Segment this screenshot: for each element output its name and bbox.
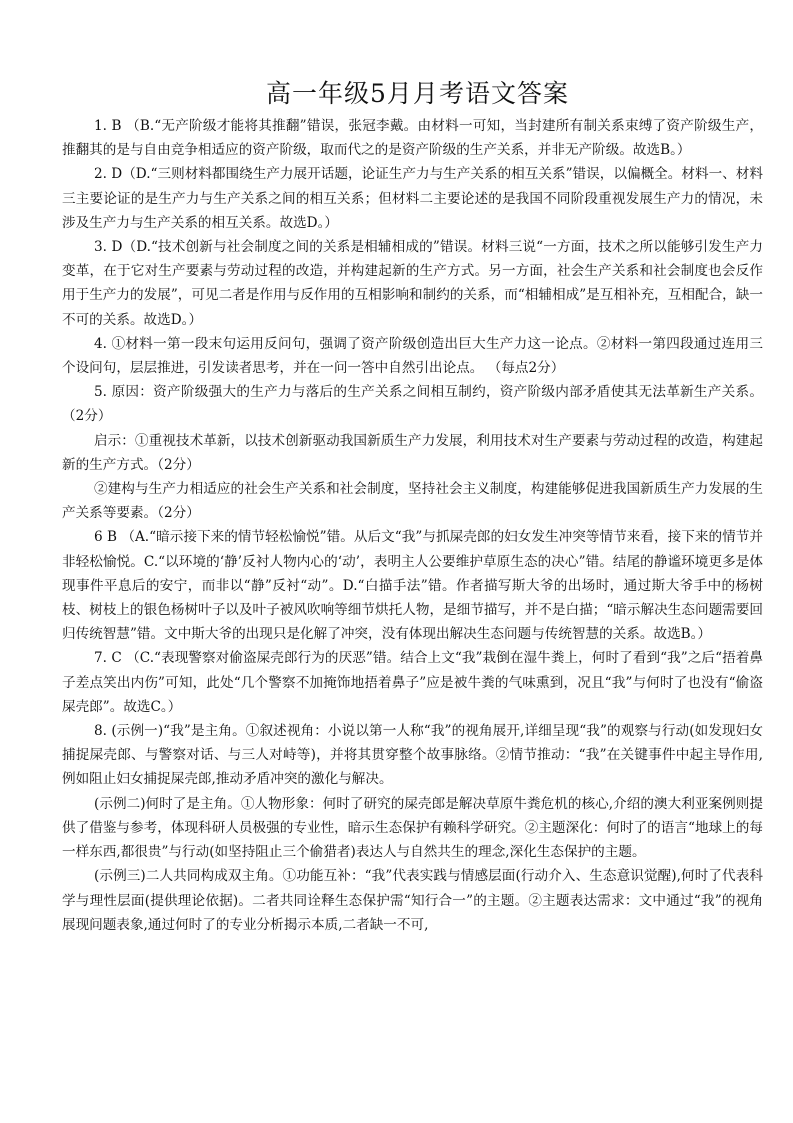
answer-8-example-3: (示例三)二人共同构成双主角。①功能互补：“我”代表实践与情感层面(行动介入、生态意识觉醒),何时了代表科学与理性层面(提供理论依据)。二者共同诠释生态保护需“知行合一”的主题。②主题表达需求：文中通过“我”的视角展现问题表象,通过何时了的专业分析揭示本质,二者缺一不可, — [62, 868, 763, 933]
page-title: 高一年级5月月考语文答案 — [266, 79, 569, 108]
answer-5-insight-1: 启示：①重视技术革新，以技术创新驱动我国新质生产力发展，利用技术对生产要素与劳动过程的改造，构建起新的生产方式。（2分） — [62, 432, 763, 473]
answer-1: 1. B （B.“无产阶级才能将其推翻”错误，张冠李戴。由材料一可知，当封建所有制关系束缚了资产阶级生产，推翻其的是与自由竞争相适应的资产阶级，取而代之的是资产阶级的生产关系，并非无产阶级。故选B。） — [62, 118, 763, 159]
answer-5-reason: 5. 原因：资产阶级强大的生产力与落后的生产关系之间相互制约，资产阶级内部矛盾使其无法革新生产关系。（2分） — [62, 384, 763, 425]
answer-5-insight-2: ②建构与生产力相适应的社会生产关系和社会制度，坚持社会主义制度，构建能够促进我国新质生产力发展的生产关系等要素。（2分） — [62, 481, 763, 522]
answer-2: 2. D（D.“三则材料都围绕生产力展开话题，论证生产力与生产关系的相互关系”错误，以偏概全。材料一、材料三主要论证的是生产力与生产关系之间的相互关系；但材料二主要论述的是我国不同阶段重视发展生产力的情况，未涉及生产力与生产关系的相互关系。故选D。） — [62, 166, 763, 231]
answer-7: 7. C （C.“表现警察对偷盗屎壳郎行为的厌恶”错。结合上文“我”栽倒在湿牛粪上，何时了看到“我”之后“捂着鼻子差点笑出内伤”可知，此处“几个警察不加掩饰地捂着鼻子”应是被牛粪的气味熏到，况且“我”与何时了也没有“偷盗屎壳郎”。故选C。） — [62, 650, 763, 715]
answer-8-example-1: 8. (示例一)“我”是主角。①叙述视角：小说以第一人称“我”的视角展开,详细呈现“我”的观察与行动(如发现妇女捕捉屎壳郎、与警察对话、与三人对峙等)，并将其贯穿整个故事脉络。②情节推动：“我”在关键事件中起主导作用,例如阻止妇女捕捉屎壳郎,推动矛盾冲突的激化与解决。 — [62, 723, 763, 788]
answer-8-example-2: (示例二)何时了是主角。①人物形象：何时了研究的屎壳郎是解决草原牛粪危机的核心,介绍的澳大利亚案例则提供了借鉴与参考，体现科研人员极强的专业性，暗示生态保护有赖科学研究。②主题深化：何时了的语言“地球上的每一样东西,都很贵”与行动(如坚持阻止三个偷猎者)表达人与自然共生的理念,深化生态保护的主题。 — [62, 795, 763, 861]
answer-6: 6 B （A.“暗示接下来的情节轻松愉悦”错。从后文“我”与抓屎壳郎的妇女发生冲突等情节来看，接下来的情节并非轻松愉悦。C.“以环境的‘静’反衬人物内心的‘动’，表明主人公要维护草原生态的决心”错。结尾的静谧环境更多是体现事件平息后的安宁，而非以“静”反衬“动”。D.“白描手法”错。作者描写斯大爷的出场时，通过斯大爷手中的杨树枝、树枝上的银色杨树叶子以及叶子被风吹响等细节烘托人物，是细节描写，并不是白描；“暗示解决生态问题需要回归传统智慧”错。文中斯大爷的出现只是化解了冲突，没有体现出解决生态问题与传统智慧的关系。故选B。） — [62, 529, 763, 643]
answer-3: 3. D（D.“技术创新与社会制度之间的关系是相辅相成的”错误。材料三说“一方面，技术之所以能够引发生产力变革，在于它对生产要素与劳动过程的改造，并构建起新的生产方式。另一方面，社会生产关系和社会制度也会反作用于生产力的发展”，可见二者是作用与反作用的互相影响和制约的关系，而“相辅相成”是互相补充，互相配合，缺一不可的关系。故选D。） — [62, 239, 763, 328]
answer-4: 4. ①材料一第一段末句运用反问句，强调了资产阶级创造出巨大生产力这一论点。②材料一第四段通过连用三个设问句，层层推进，引发读者思考，并在一问一答中自然引出论点。 （每点2分） — [62, 335, 763, 377]
